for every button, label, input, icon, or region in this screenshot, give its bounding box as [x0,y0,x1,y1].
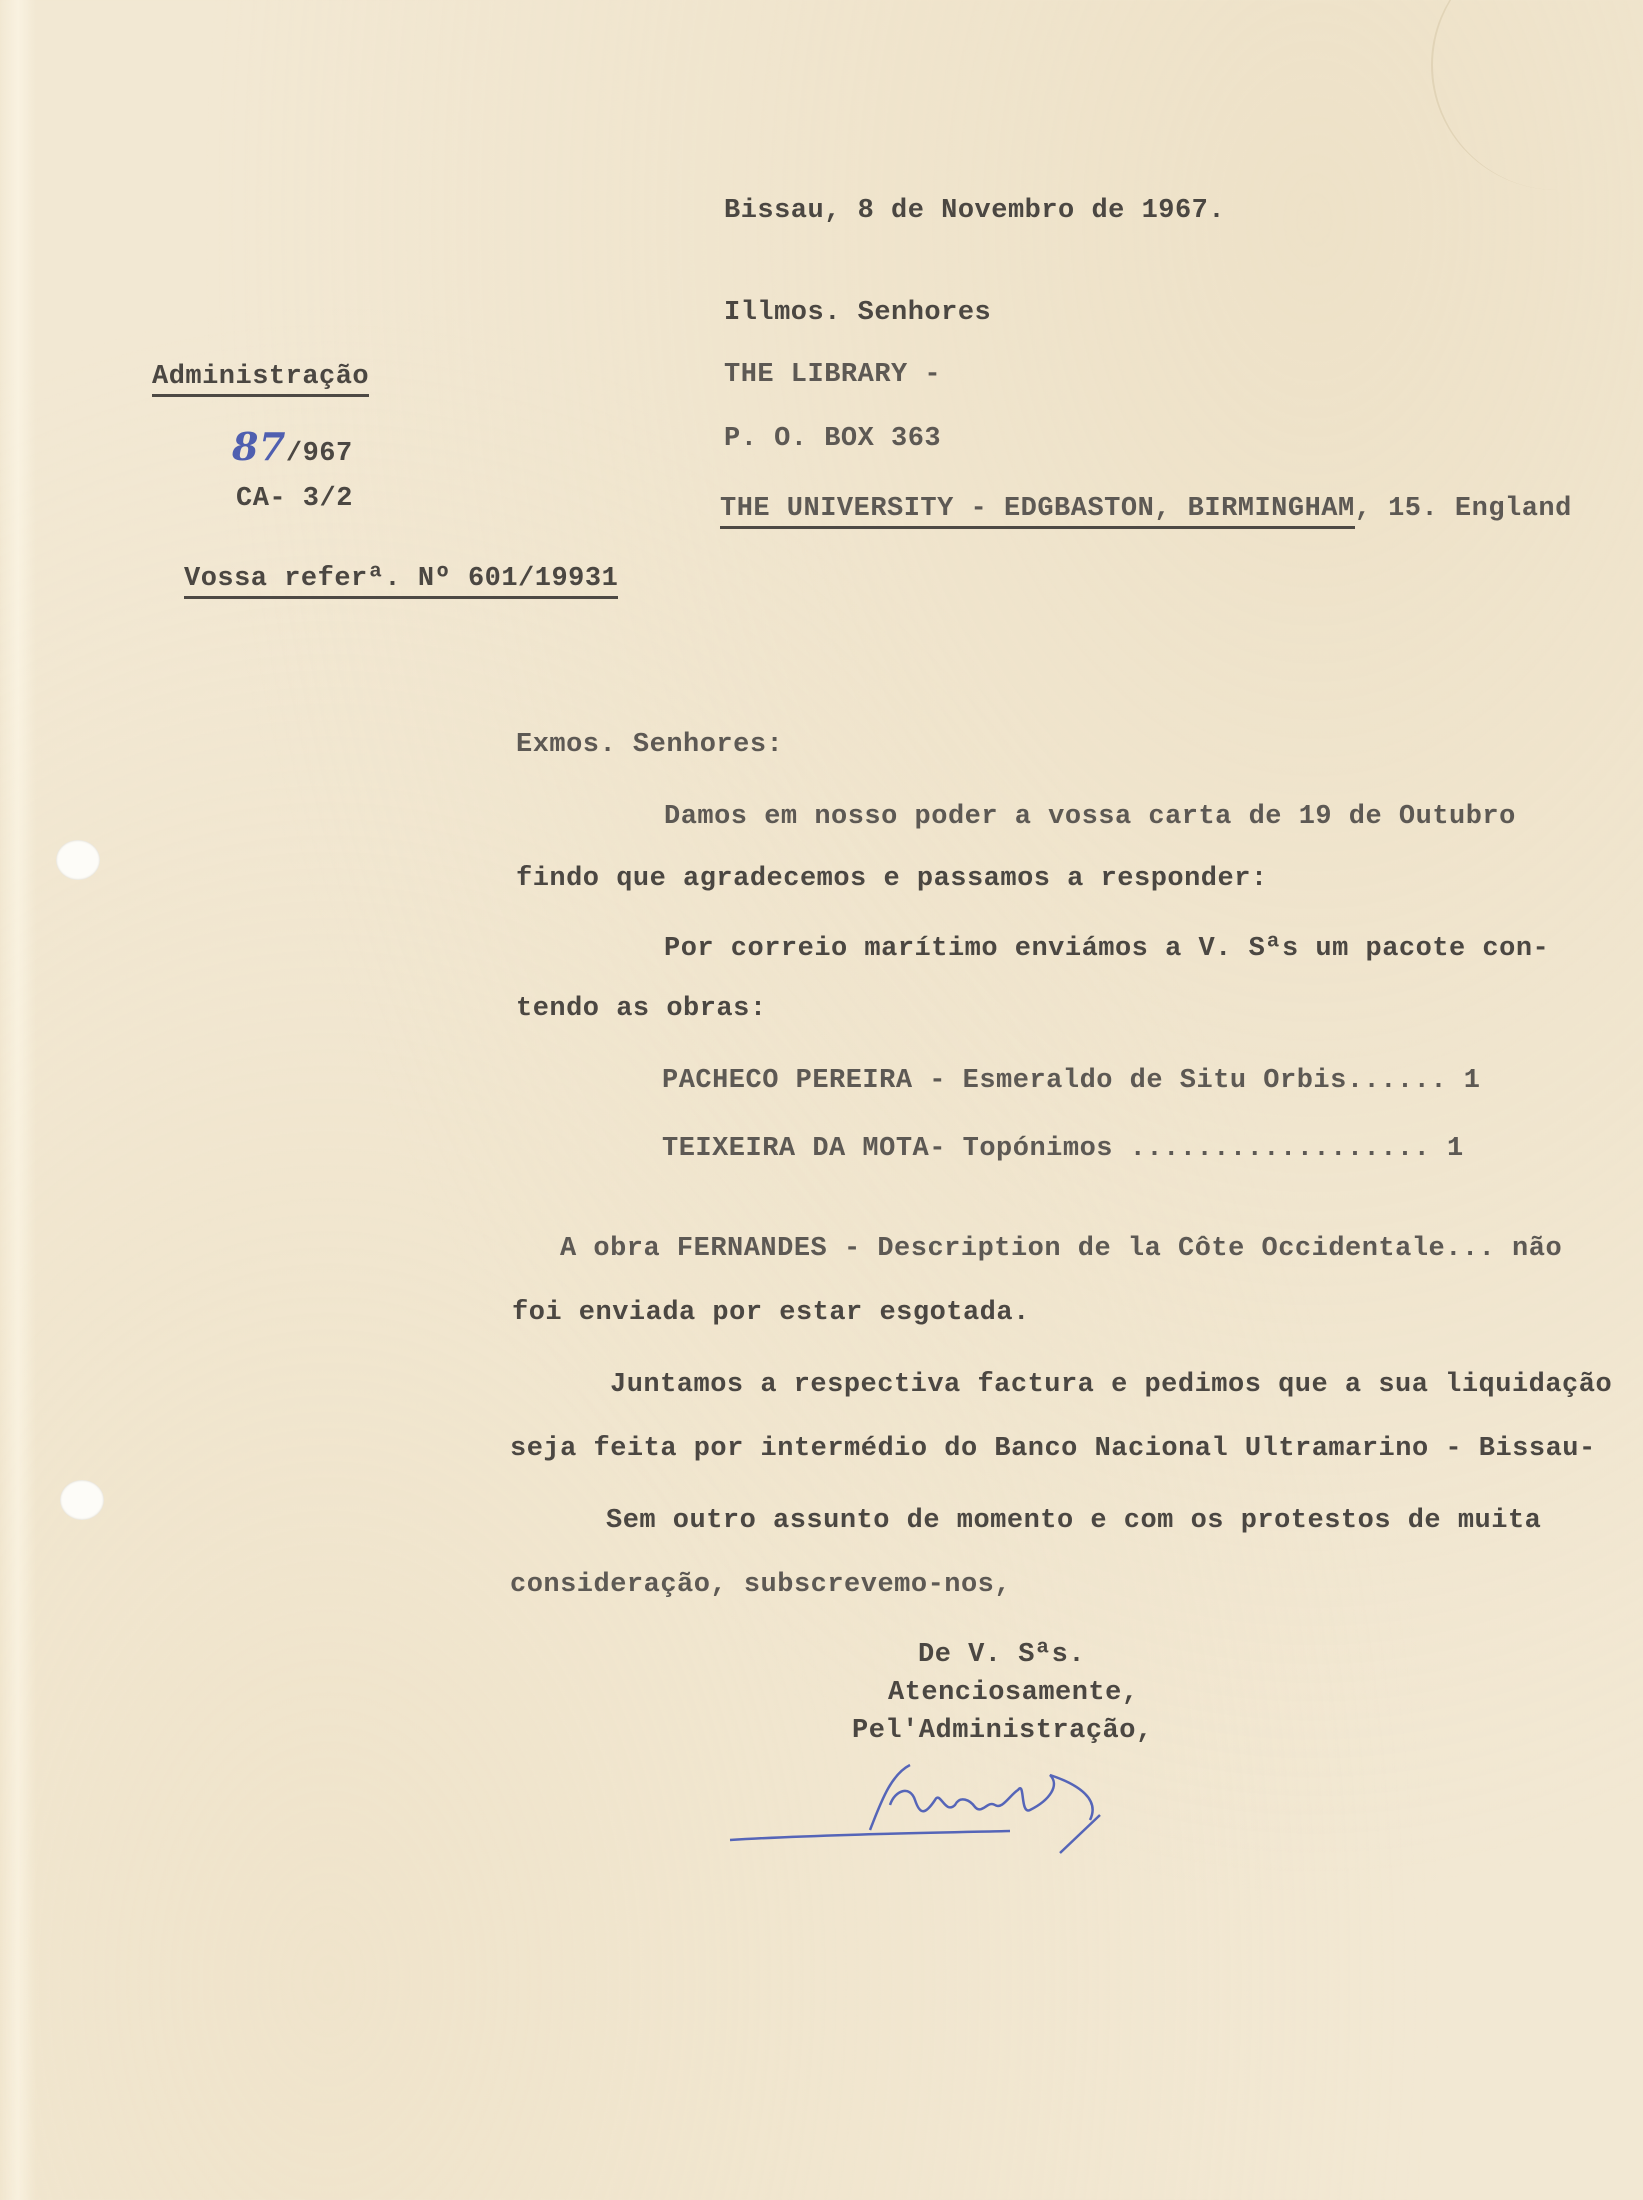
paragraph-1-line-2: findo que agradecemos e passamos a responder: [516,864,1268,894]
recipient-name: THE LIBRARY - [724,360,942,390]
your-reference [184,564,618,594]
item-author: PACHECO PEREIRA [662,1066,913,1096]
punch-hole-bottom [60,1480,104,1520]
greeting: Exmos. Senhores: [516,730,784,760]
internal-number [232,424,353,469]
paper-corner-fold [1431,0,1643,190]
item-title: - Esmeraldo de Situ Orbis [929,1066,1347,1096]
paragraph-1-line-1: Damos em nosso poder a vossa carta de 19 de Outubro [664,802,1516,832]
item-row [662,1134,1464,1164]
paragraph-2-line-2: tendo as obras: [516,994,767,1024]
paragraph-2-line-1: Por correio marítimo enviámos a V. Sªs um pacote con- [664,934,1550,964]
handwritten-number: 87 [232,424,286,469]
item-leader: .................. [1112,1134,1431,1164]
recipient-address-tail: , 15. England [1354,494,1572,524]
item-author: TEIXEIRA DA MOTA [662,1134,930,1164]
paragraph-4-line-2: seja feita por intermédio do Banco Nacional Ultramarino - Bissau- [510,1434,1596,1464]
your-reference-value: 601/19931 [467,564,619,594]
recipient-po-box: P. O. BOX 363 [724,424,942,454]
paragraph-5-line-1: Sem outro assunto de momento e com os protestos de muita [606,1506,1542,1536]
paragraph-3-line-1: A obra FERNANDES - Description de la Côte Occidentale... não [560,1234,1563,1264]
recipient-address [720,494,1572,524]
file-code: CA- 3/2 [236,484,353,514]
item-qty: 1 [1463,1066,1481,1096]
signature [720,1745,1180,1870]
punch-hole-top [56,840,100,880]
paragraph-4-line-1: Juntamos a respectiva factura e pedimos que a sua liquidação [610,1370,1613,1400]
your-reference-label: Vossa referª. Nº [184,564,452,594]
paragraph-3-line-2: foi enviada por estar esgotada. [512,1298,1030,1328]
paragraph-5-line-2: consideração, subscrevemo-nos, [510,1570,1012,1600]
closing-line-3: Pel'Administração, [852,1716,1153,1746]
item-title: - Topónimos [929,1134,1113,1164]
closing-line-1: De V. Sªs. [918,1640,1086,1670]
item-qty: 1 [1447,1134,1464,1164]
department-label: Administração [152,362,369,392]
recipient-address-underlined: THE UNIVERSITY - EDGBASTON, BIRMINGHAM [720,494,1355,529]
date-line: Bissau, 8 de Novembro de 1967. [724,196,1226,226]
item-leader: ...... [1346,1066,1448,1096]
signature-icon [720,1745,1180,1865]
item-row [662,1066,1480,1096]
closing-line-2: Atenciosamente, [888,1678,1139,1708]
recipient-salutation: Illmos. Senhores [724,298,992,328]
typed-year: /967 [285,439,353,469]
